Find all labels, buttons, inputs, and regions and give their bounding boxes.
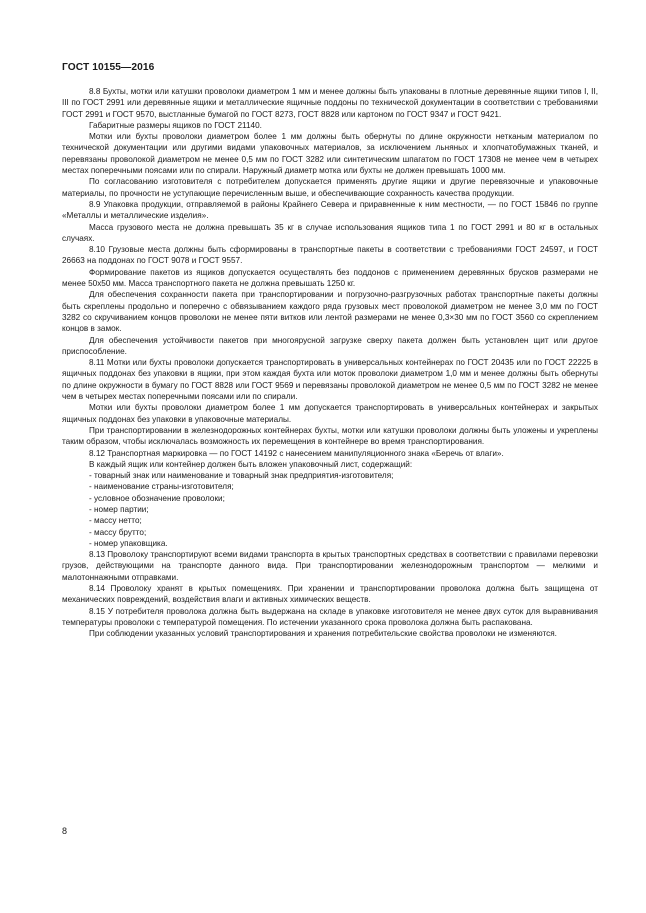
paragraph-8-11: 8.11 Мотки или бухты проволоки допускается транспортировать в универсальных контейнерах по ГОСТ 20435 или по ГОСТ 22225 в ящичных поддонах без упаковки в ящики, при этом каждая бухта или моток проволоки диаметром 1,0 мм и менее должны быть обернуты по длине окружности в бумагу по ГОСТ 8828 или ГОСТ 9569 и перевязаны проволокой диаметром не менее 0,5 мм по ГОСТ 3282 не менее чем в четырех местах поперечными поясами или по спирали. [62,358,598,402]
paragraph-8-14: 8.14 Проволоку хранят в крытых помещениях. При хранении и транспортировании проволока должна быть защищена от механических повреждений, воздействия влаги и активных химических веществ. [62,584,598,605]
list-item: - массу брутто; [89,527,147,537]
list-item: - номер партии; [89,504,149,514]
list-item: - товарный знак или наименование и товарный знак предприятия-изготовителя; [89,471,394,481]
paragraph-packing-list: В каждый ящик или контейнер должен быть вложен упаковочный лист, содержащий: [89,459,413,469]
paragraph-8-9: 8.9 Упаковка продукции, отправляемой в районы Крайнего Севера и приравненные к ним местности, — по ГОСТ 15846 по группе «Металлы и металлические изделия». [62,199,598,221]
paragraph-agreement: По согласованию изготовителя с потребителем допускается применять другие ящики и другие перевязочные и упаковочные материалы, по прочности не уступающие перечисленным выше, и обеспечивающие сохранность качества продукции. [62,177,598,198]
paragraph-rail-containers: При транспортировании в железнодорожных контейнерах бухты, мотки или катушки проволоки должны быть уложены и укреплены таким образом, чтобы исключалась возможность их перемещения в контейнере во время транспортирования. [62,425,598,447]
paragraph-containers: Мотки или бухты проволоки диаметром более 1 мм допускается транспортировать в универсальных контейнерах и закрытых ящичных поддонах без упаковки в упаковочные материалы. [62,403,598,424]
paragraph-cargo-mass: Масса грузового места не должна превышать 35 кг в случае использования ящиков типа 1 по ГОСТ 2991 и 80 кг в остальных случаях. [62,222,598,243]
paragraph-package-safety: Для обеспечения сохранности пакета при транспортировании и погрузочно-разгрузочных работах транспортные пакеты должны быть скреплены продольно и поперечно с обвязыванием каждого ряда грузовых мест проволокой диаметром не менее 3,0 мм по ГОСТ 3282 со скручиванием концов проволоки не менее пяти витков или лентой размерами не менее 0,3×30 мм по ГОСТ 3560 со скреплением концов в замок. [62,290,598,334]
paragraph-box-dimensions: Габаритные размеры ящиков по ГОСТ 21140. [89,120,262,130]
paragraph-pallet-forming: Формирование пакетов из ящиков допускается осуществлять без поддонов с применением деревянных брусков размерами не менее 50х50 мм. Масса транспортного пакета не должна превышать 1250 кг. [62,267,598,289]
page-number: 8 [62,826,68,836]
paragraph-8-8: 8.8 Бухты, мотки или катушки проволоки диаметром 1 мм и менее должны быть упакованы в плотные деревянные ящики типов I, II, III по ГОСТ 2991 или деревянные ящики и металлические ящичные поддоны по технической документации в соответствии с требованиями ГОСТ 2991 и ГОСТ 9570, выстланные бумагой по ГОСТ 8273, ГОСТ 8828 или картоном по ГОСТ 9347 и ГОСТ 9421. [62,87,598,119]
paragraph-8-10: 8.10 Грузовые места должны быть сформированы в транспортные пакеты в соответствии с требованиями ГОСТ 24597, и ГОСТ 26663 на поддонах по ГОСТ 9078 и ГОСТ 9557. [62,245,598,266]
document-body [62,86,598,640]
paragraph-coils-over-1mm: Мотки или бухты проволоки диаметром более 1 мм должны быть обернуты по длине окружности нетканым материалом по технической документации или другими видами упаковочных материалов, за исключением льняных и хлопчатобумажных тканей, и перевязаны проволокой диаметром не менее 0,5 мм по ГОСТ 3282 или синтетическим шпагатом по ГОСТ 17308 не менее чем в четырех местах поперечными поясами или по спирали. Наружный диаметр мотка или бухты не должен превышать 1000 мм. [62,132,598,176]
list-item: - номер упаковщика. [89,538,168,548]
paragraph-final: При соблюдении указанных условий транспортирования и хранения потребительские свойства проволоки не изменяются. [89,629,557,639]
paragraph-8-15: 8.15 У потребителя проволока должна быть выдержана на складе в упаковке изготовителя не менее двух суток для выравнивания температуры проволоки с температурой помещения. По истечении указанного срока проволока должна быть распакована. [62,606,598,627]
paragraph-stacking: Для обеспечения устойчивости пакетов при многоярусной загрузке сверху пакета должен быть установлен щит или другое приспособление. [62,335,598,356]
list-item: - наименование страны-изготовителя; [89,482,234,492]
paragraph-8-13: 8.13 Проволоку транспортируют всеми видами транспорта в крытых транспортных средствах в соответствии с правилами перевозки грузов, действующими на транспорте данного вида. При транспортировании железнодорожным транспортом — мелкими и малотоннажными отправками. [62,550,598,582]
paragraph-8-12: 8.12 Транспортная маркировка — по ГОСТ 14192 с нанесением манипуляционного знака «Беречь от влаги». [89,448,504,458]
document-header: ГОСТ 10155—2016 [62,62,155,73]
list-item: - массу нетто; [89,516,142,526]
list-item: - условное обозначение проволоки; [89,493,225,503]
